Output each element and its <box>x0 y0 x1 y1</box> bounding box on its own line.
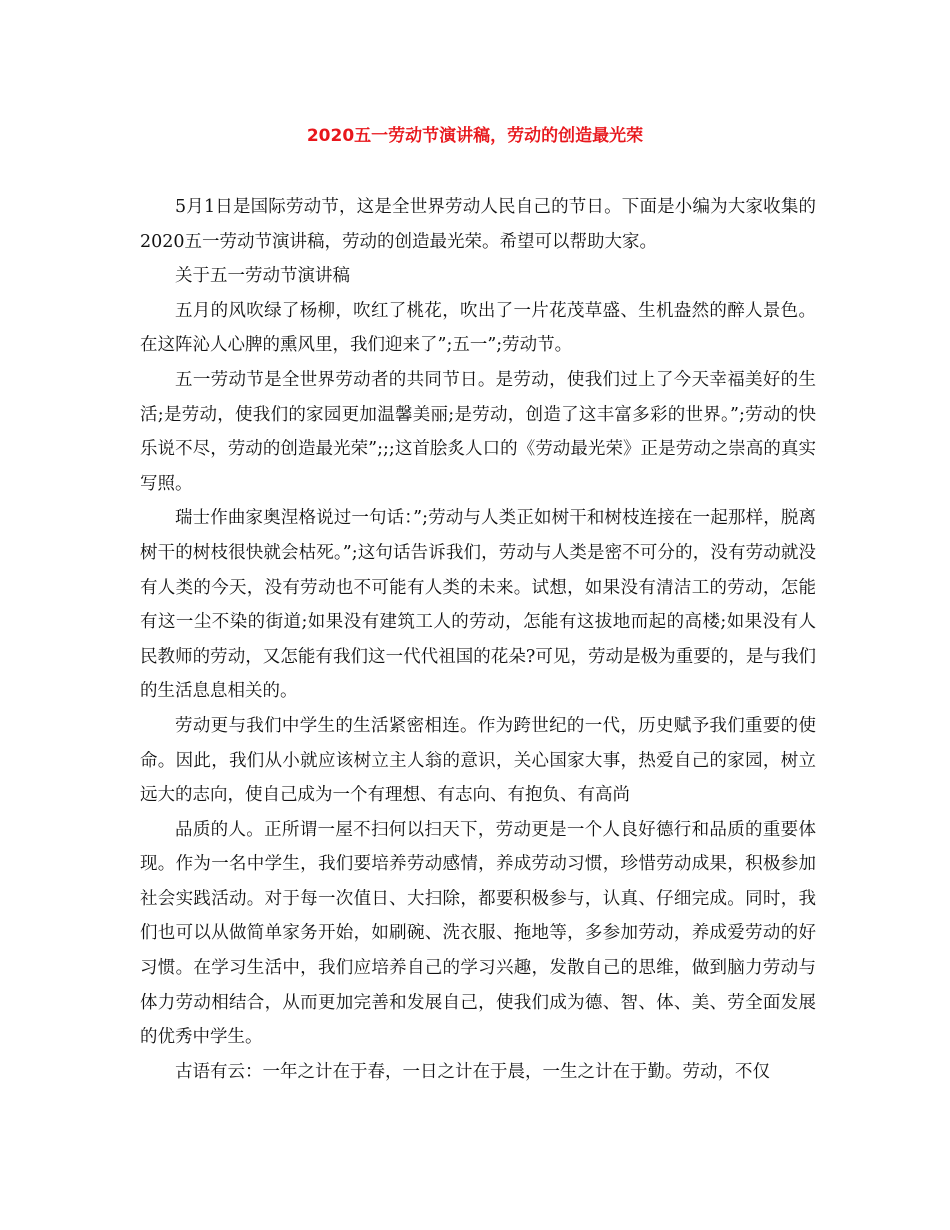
paragraph: 品质的人。正所谓一屋不扫何以扫天下，劳动更是一个人良好德行和品质的重要体现。作为一名中学生，我们要培养劳动感情，养成劳动习惯，珍惜劳动成果，积极参加社会实践活动。对于每一次值日、大扫除，都要积极参与，认真、仔细完成。同时，我们也可以从做简单家务开始，如刷碗、洗衣服、拖地等，多参加劳动，养成爱劳动的好习惯。在学习生活中，我们应培养自己的学习兴趣，发散自己的思维，做到脑力劳动与体力劳动相结合，从而更加完善和发展自己，使我们成为德、智、体、美、劳全面发展的优秀中学生。 <box>140 819 816 1048</box>
paragraph: 古语有云：一年之计在于春，一日之计在于晨，一生之计在于勤。劳动，不仅 <box>175 1061 770 1082</box>
paragraph: 五月的风吹绿了杨柳，吹红了桃花，吹出了一片花茂草盛、生机盎然的醉人景色。在这阵沁人心脾的熏风里，我们迎来了”;五一”;劳动节。 <box>140 300 816 356</box>
document-body <box>140 190 816 1089</box>
paragraph: 五一劳动节是全世界劳动者的共同节日。是劳动，使我们过上了今天幸福美好的生活;是劳动，使我们的家园更加温馨美丽;是劳动，创造了这丰富多彩的世界。”;劳动的快乐说不尽，劳动的创造最光荣”;;;这首脍炙人口的《劳动最光荣》正是劳动之崇高的真实写照。 <box>140 369 816 494</box>
paragraph: 劳动更与我们中学生的生活紧密相连。作为跨世纪的一代，历史赋予我们重要的使命。因此，我们从小就应该树立主人翁的意识，关心国家大事，热爱自己的家园，树立远大的志向，使自己成为一个有理想、有志向、有抱负、有高尚 <box>140 715 816 806</box>
paragraph: 瑞士作曲家奥涅格说过一句话：”;劳动与人类正如树干和树枝连接在一起那样，脱离树干的树枝很快就会枯死。”;这句话告诉我们，劳动与人类是密不可分的，没有劳动就没有人类的今天，没有劳动也不可能有人类的未来。试想，如果没有清洁工的劳动，怎能有这一尘不染的街道;如果没有建筑工人的劳动，怎能有这拔地而起的高楼;如果没有人民教师的劳动，又怎能有我们这一代代祖国的花朵?可见，劳动是极为重要的，是与我们的生活息息相关的。 <box>140 508 816 702</box>
paragraph-intro: 5月1日是国际劳动节，这是全世界劳动人民自己的节日。下面是小编为大家收集的2020五一劳动节演讲稿，劳动的创造最光荣。希望可以帮助大家。 <box>140 197 816 252</box>
document-title: 2020五一劳动节演讲稿，劳动的创造最光荣 <box>306 126 644 146</box>
section-heading: 关于五一劳动节演讲稿 <box>175 266 350 287</box>
